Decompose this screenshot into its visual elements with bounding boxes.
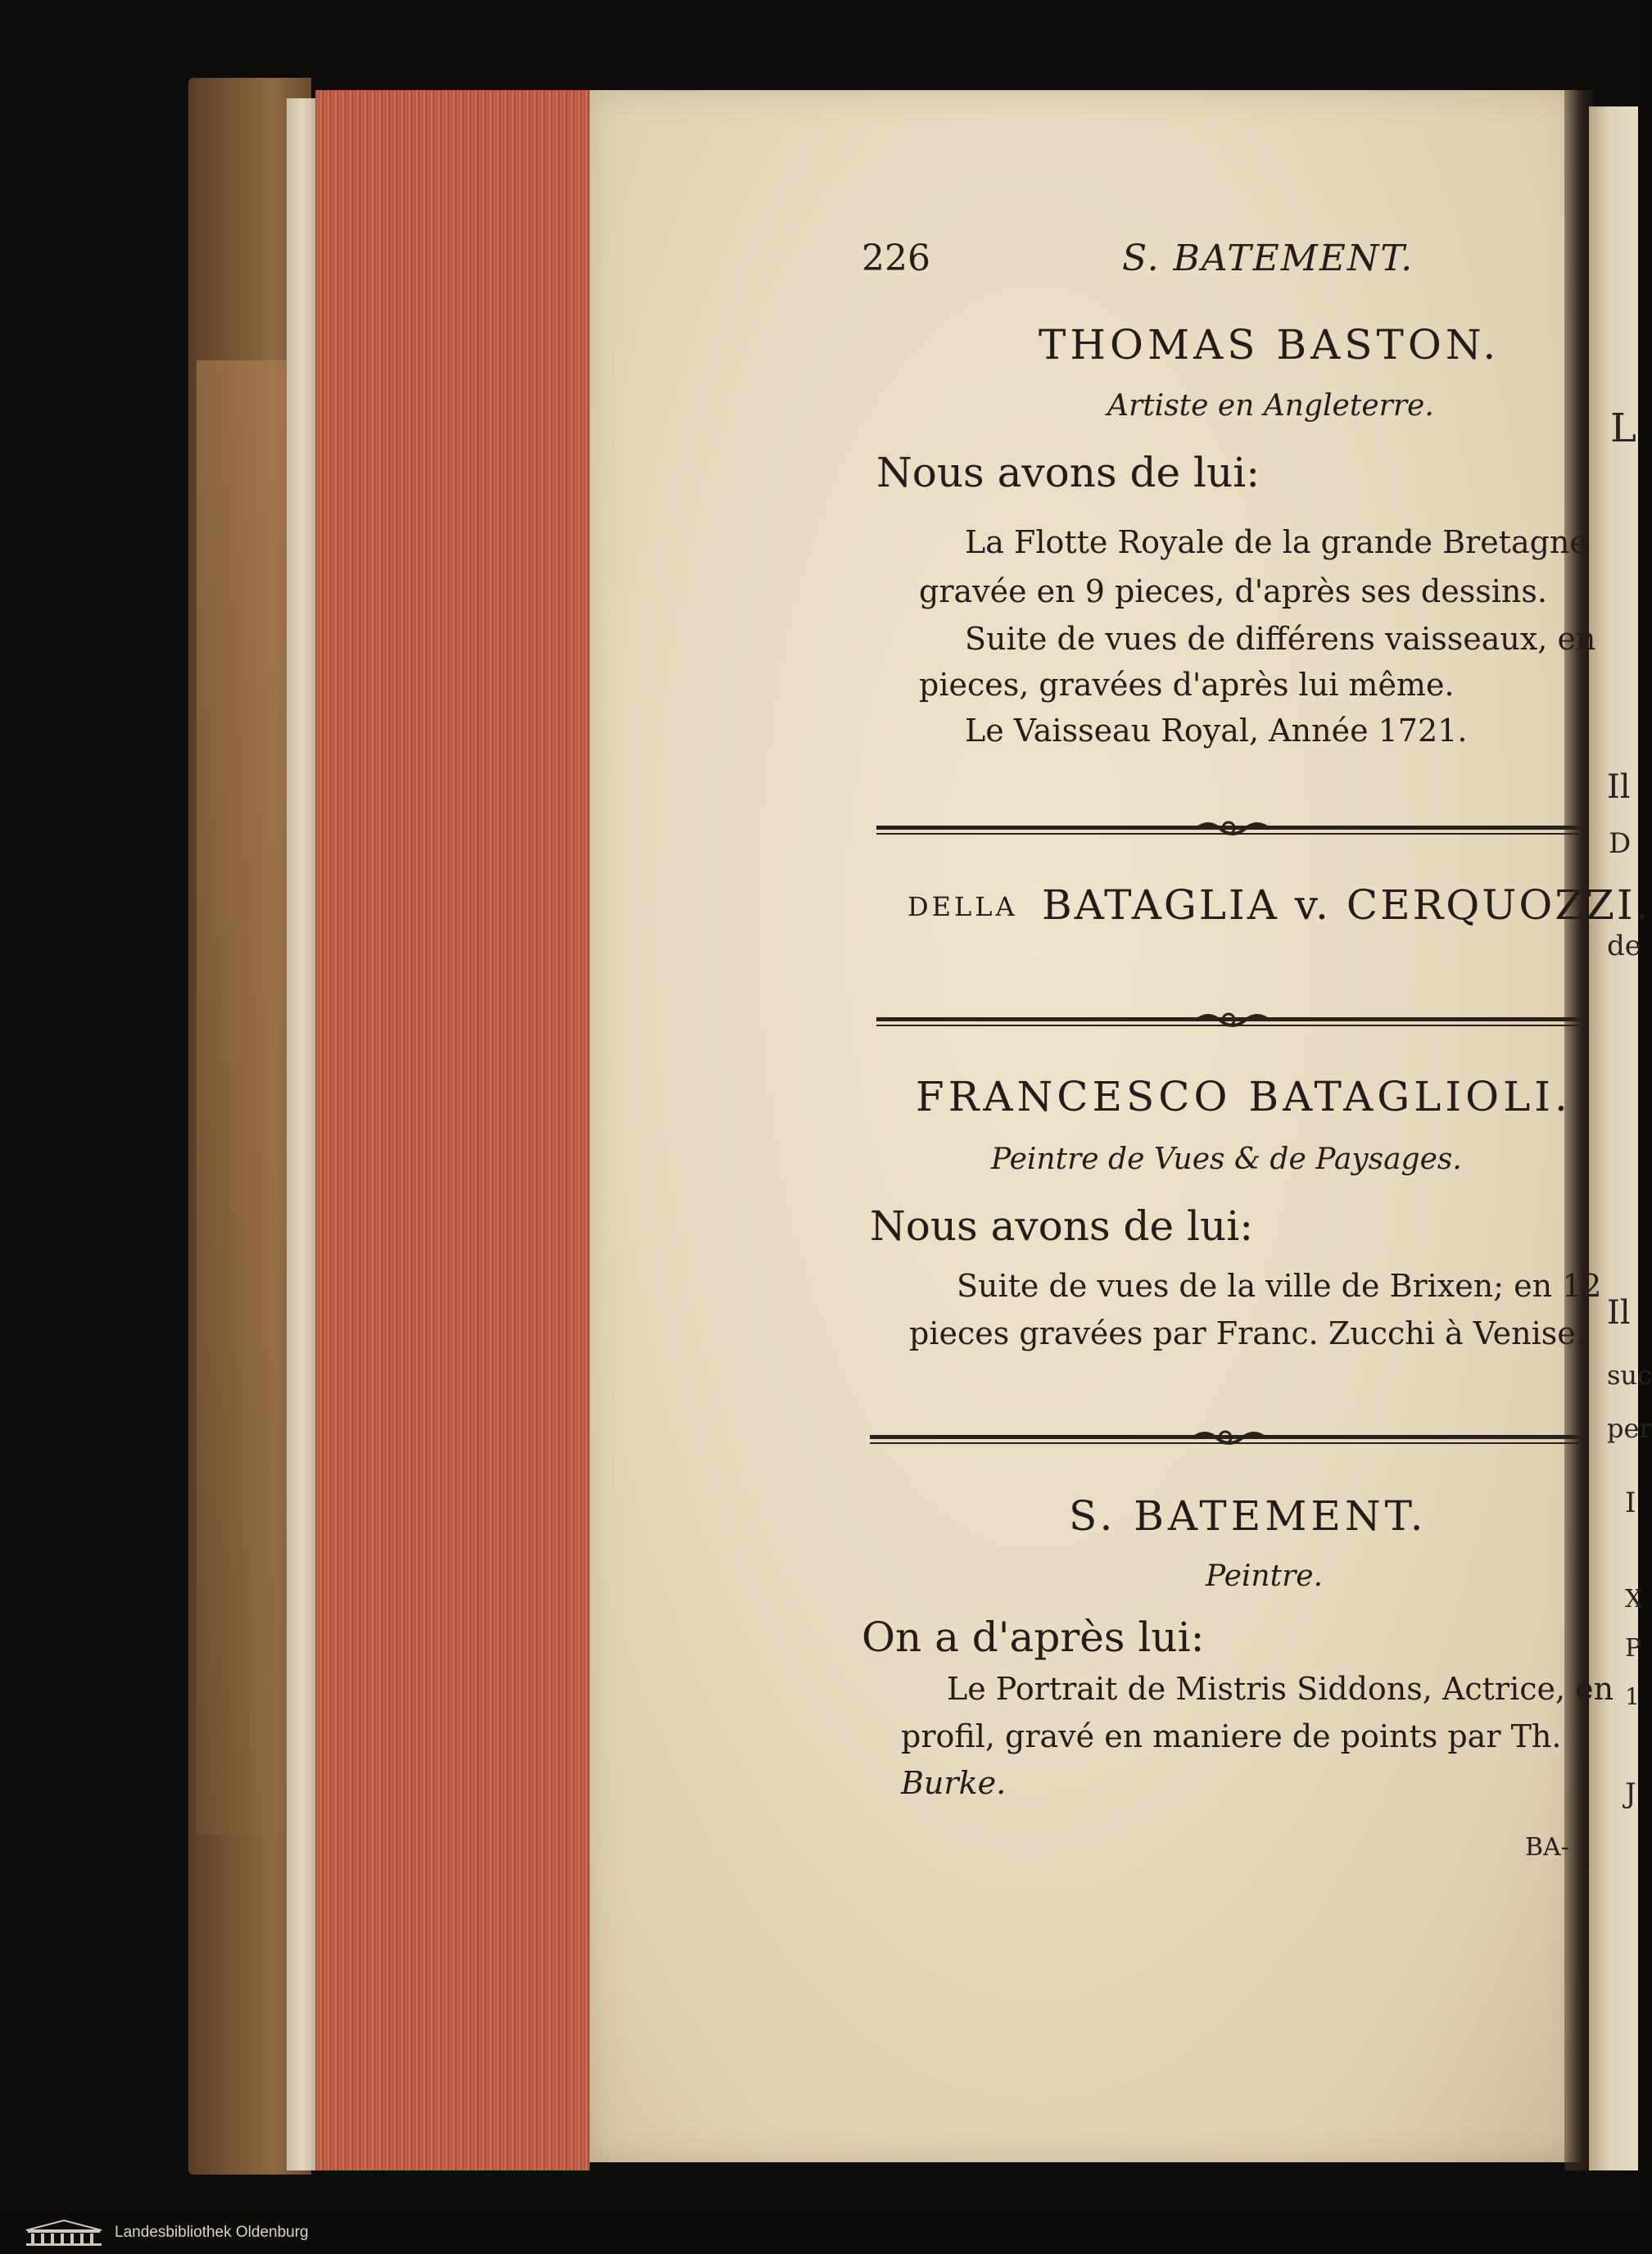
library-building-icon (25, 2219, 103, 2247)
entry-line: profil, gravé en maniere de points par Th. (901, 1718, 1562, 1754)
entry-name: S. BATEMENT. (1069, 1492, 1428, 1540)
entry-role: Peintre. (1206, 1559, 1324, 1593)
facing-fragment: I (1625, 1487, 1636, 1519)
institution-name: Landesbibliothek Oldenburg (115, 2224, 309, 2241)
entry-prefix: DELLA (907, 891, 1018, 922)
entry-line: La Flotte Royale de la grande Bretagne (965, 524, 1588, 560)
entry-role: Artiste en Angleterre. (1107, 389, 1434, 423)
entry-line: pieces, gravées d'après lui même. (919, 667, 1455, 703)
fore-edge-red-stained (315, 90, 590, 2170)
entry-name: THOMAS BASTON. (1039, 321, 1500, 369)
facing-fragment: Il (1607, 1294, 1631, 1332)
ornamental-rule (870, 1427, 1581, 1450)
entry-line: Suite de vues de la ville de Brixen; en 12 (957, 1268, 1602, 1304)
fore-edge-paper (287, 98, 319, 2170)
entry-line: pieces gravées par Franc. Zucchi à Venise. (909, 1315, 1586, 1351)
entry-role: Peintre de Vues & de Paysages. (991, 1143, 1462, 1176)
entry-name: BATAGLIA v. CERQUOZZI. (1042, 881, 1651, 929)
facing-fragment: Il (1607, 768, 1631, 806)
facing-fragment: per (1607, 1413, 1652, 1444)
entry-line: Suite de vues de différens vaisseaux, en (965, 621, 1596, 657)
ornamental-rule (876, 1009, 1581, 1032)
ornamental-rule (876, 817, 1581, 840)
entry-line: Le Portrait de Mistris Siddons, Actrice, en (947, 1671, 1614, 1707)
running-title: S. BATEMENT. (1122, 238, 1414, 279)
facing-fragment: de (1607, 930, 1641, 962)
entry-line: gravée en 9 pieces, d'après ses dessins. (919, 573, 1547, 609)
entry-intro: Nous avons de lui: (876, 449, 1260, 496)
page-number: 226 (862, 238, 930, 279)
facing-fragment: 1 (1625, 1683, 1640, 1710)
footer-bar (0, 2211, 1638, 2254)
entry-intro: Nous avons de lui: (870, 1202, 1254, 1250)
facing-fragment: L (1610, 405, 1636, 451)
entry-intro: On a d'après lui: (862, 1614, 1205, 1661)
facing-fragment: D (1609, 827, 1632, 860)
entry-name: FRANCESCO BATAGLIOLI. (916, 1073, 1572, 1120)
cover-discoloration (197, 360, 295, 1835)
facing-fragment: X (1625, 1585, 1643, 1614)
entry-line: Le Vaisseau Royal, Année 1721. (965, 713, 1468, 749)
facing-fragment: P (1625, 1634, 1642, 1663)
catchword: BA- (1525, 1833, 1569, 1862)
facing-fragment: suc (1607, 1360, 1652, 1391)
facing-fragment: J (1625, 1777, 1636, 1810)
entry-line: Burke. (901, 1765, 1007, 1801)
